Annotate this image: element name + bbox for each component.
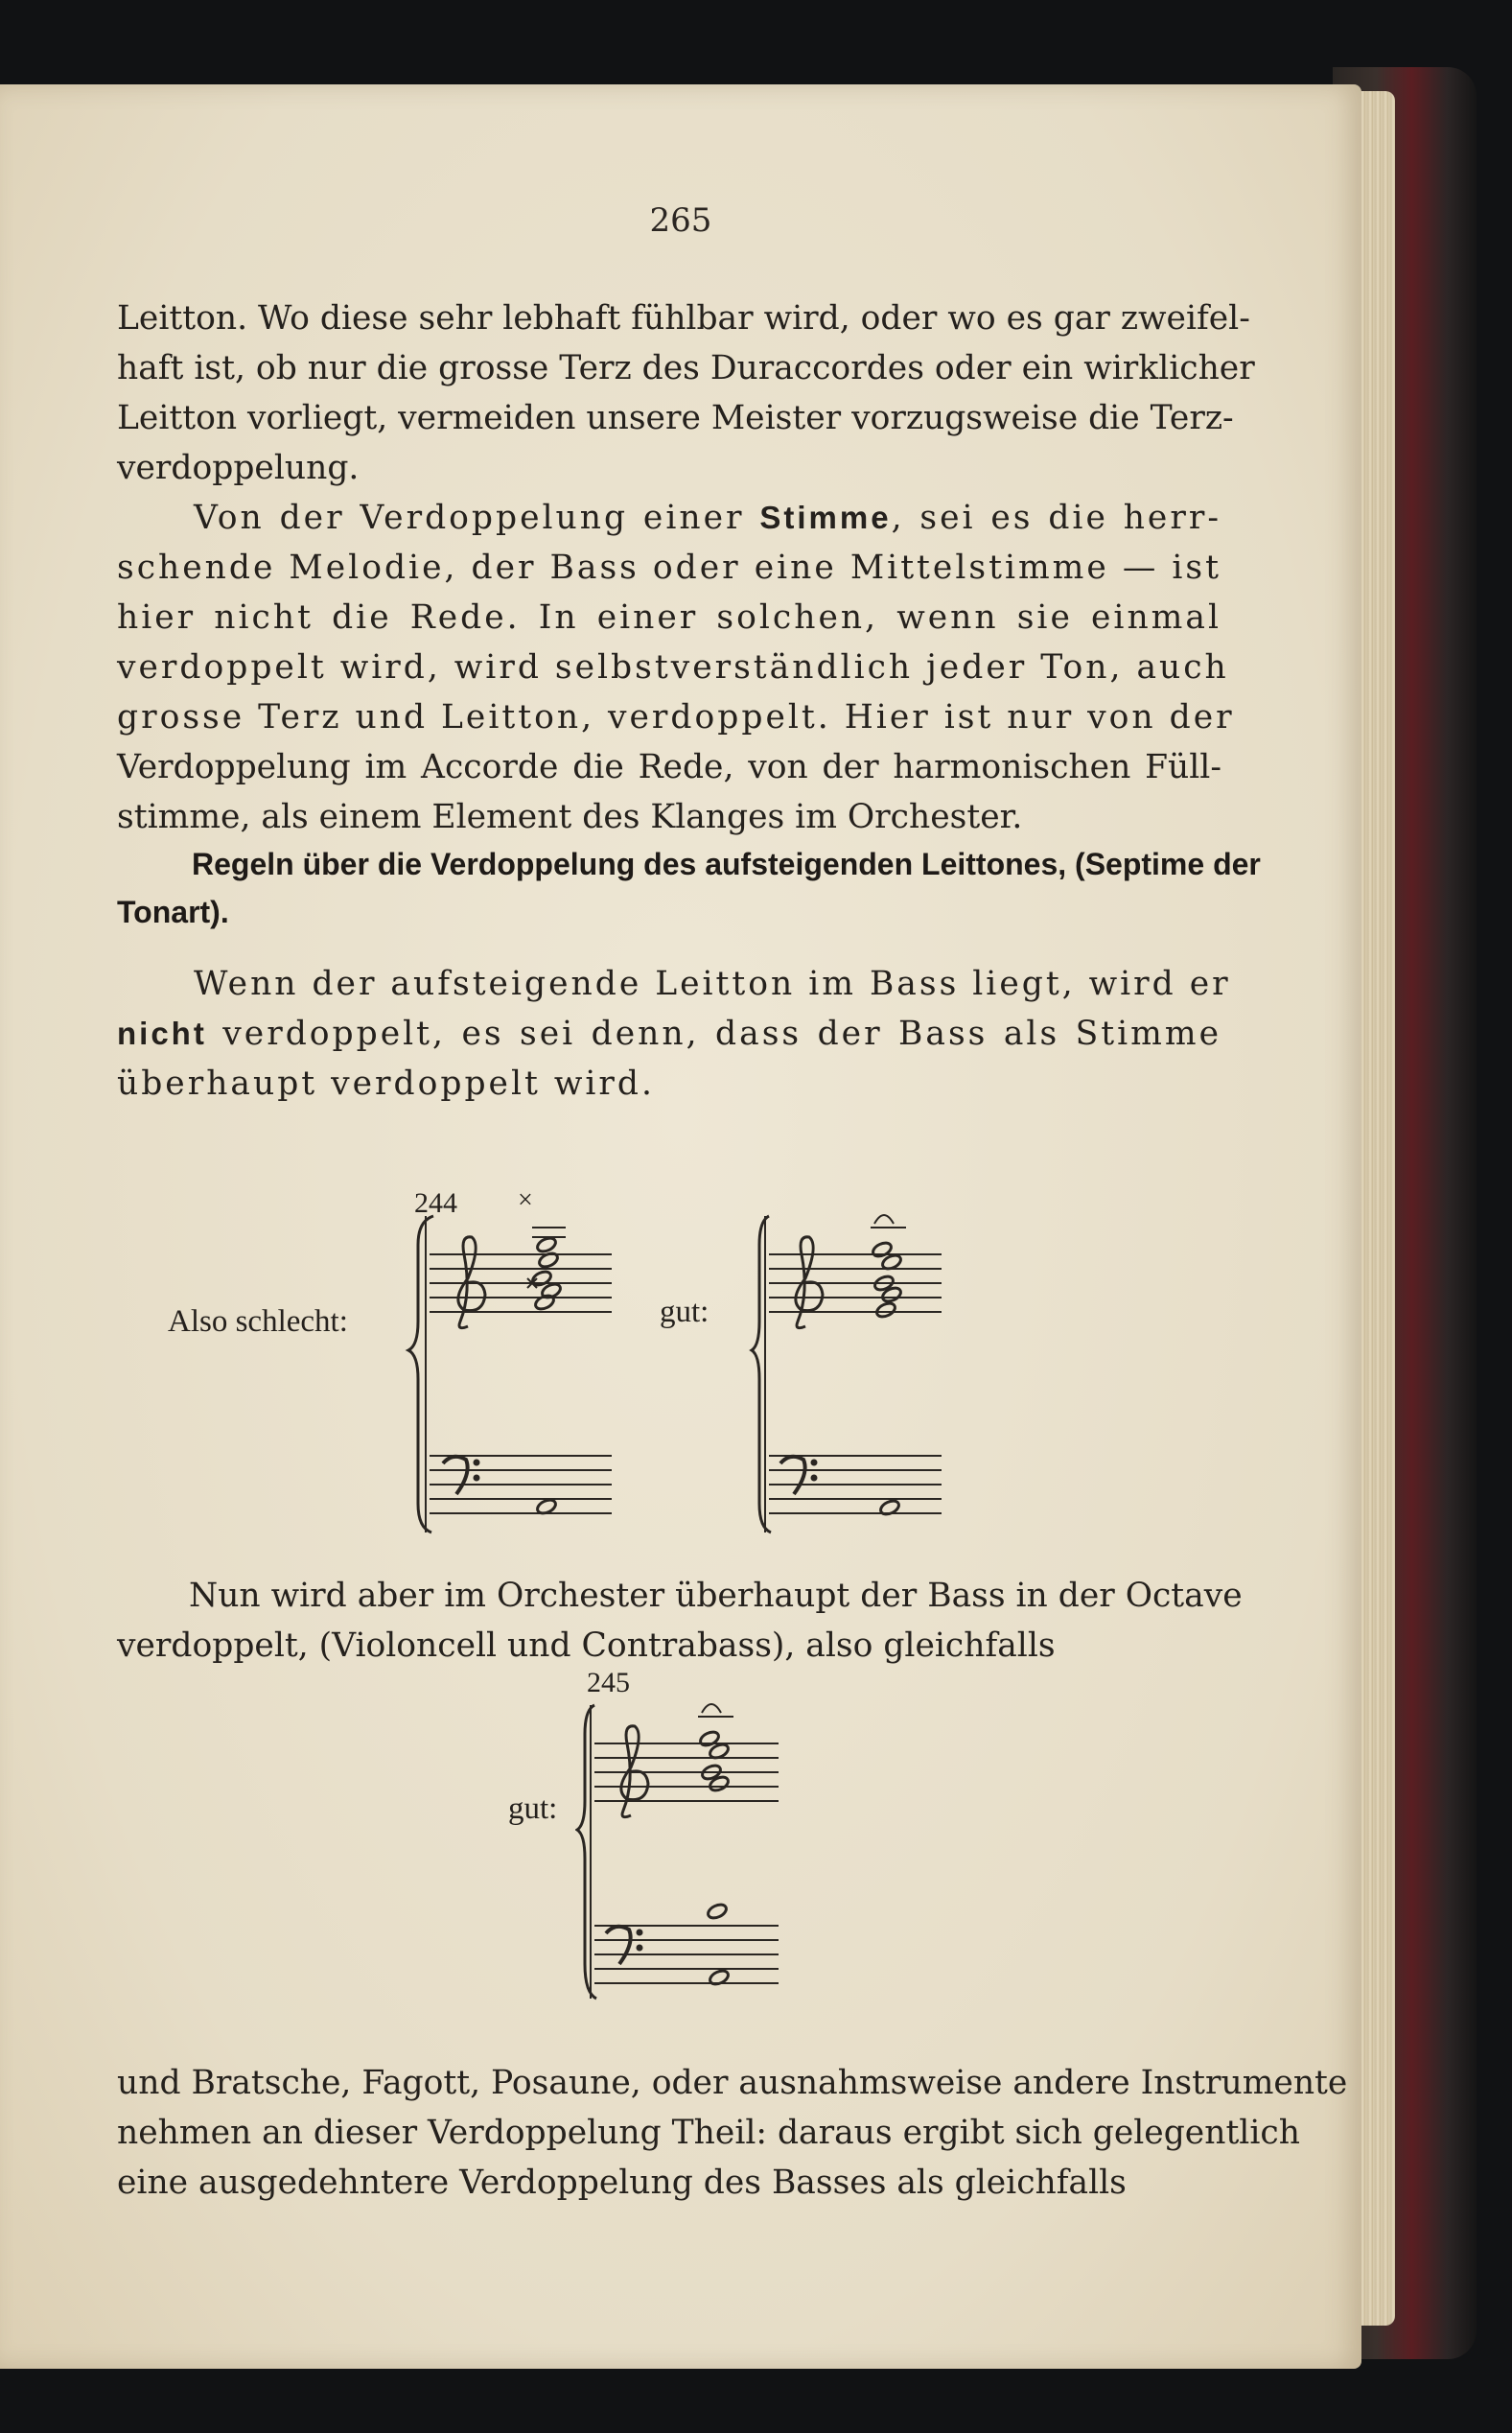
system-bad <box>408 1216 612 1532</box>
rule-heading <box>117 840 1261 936</box>
music-example-245 <box>575 1676 805 2022</box>
paragraph-line <box>117 1009 1221 1059</box>
paragraph-line: und Bratsche, Fagott, Posaune, oder ausnahmsweise andere Instrumente <box>117 2064 1348 2102</box>
example-number-245: 245 <box>587 1667 630 1698</box>
paragraph-line: überhaupt verdoppelt wird. <box>117 1064 655 1103</box>
example-number-244: 244 <box>414 1187 457 1219</box>
paragraph-line: verdoppelung. <box>117 449 360 487</box>
label-gut-245: gut: <box>508 1791 558 1826</box>
paragraph-line: Nun wird aber im Orchester überhaupt der Bass in der Octave <box>189 1577 1243 1615</box>
paragraph-line: nehmen an dieser Verdoppelung Theil: daraus ergibt sich gelegentlich <box>117 2114 1300 2152</box>
paragraph-1 <box>117 293 1255 493</box>
paragraph-line: Leitton. Wo diese sehr lebhaft fühlbar wird, oder wo es gar zweifel- <box>117 299 1250 338</box>
paragraph-line: schende Melodie, der Bass oder eine Mittelstimme — ist <box>117 549 1221 587</box>
text-run: , sei es die herr- <box>891 499 1221 537</box>
paragraph-line: verdoppelt, (Violoncell und Contrabass), also gleichfalls <box>117 1626 1056 1665</box>
paragraph-line: Leitton vorliegt, vermeiden unsere Meister vorzugsweise die Terz- <box>117 399 1234 437</box>
paragraph-5 <box>117 2058 1348 2208</box>
system-good <box>752 1215 942 1532</box>
music-example-244 <box>384 1187 978 1552</box>
book-page <box>0 84 1361 2369</box>
paragraph-line: hier nicht die Rede. In einer solchen, wenn sie einmal <box>117 598 1221 637</box>
page-number: 265 <box>649 201 712 240</box>
paragraph-line <box>117 493 1221 543</box>
paragraph-line: stimme, als einem Element des Klanges im Orchester. <box>117 798 1023 836</box>
paragraph-line: haft ist, ob nur die grosse Terz des Duraccordes oder ein wirklicher <box>117 349 1255 387</box>
text-run: Von der Verdoppelung einer <box>194 499 745 537</box>
text-run: verdoppelt, es sei denn, dass der Bass als Stimme <box>206 1015 1221 1053</box>
paragraph-line: Wenn der aufsteigende Leitton im Bass liegt, wird er <box>194 965 1231 1003</box>
paragraph-line: eine ausgedehntere Verdoppelung des Basses als gleichfalls <box>117 2164 1127 2202</box>
label-also-schlecht: Also schlecht: <box>168 1304 348 1339</box>
paragraph-line: Verdoppelung im Accorde die Rede, von der harmonischen Füll- <box>117 748 1221 786</box>
emphasis-nicht: nicht <box>117 1016 207 1051</box>
label-gut-244: gut: <box>660 1295 709 1329</box>
paragraph-line: verdoppelt wird, wird selbstverständlich jeder Ton, auch <box>117 648 1229 687</box>
cross-mark: × <box>518 1185 533 1215</box>
paragraph-2 <box>117 493 1235 842</box>
paragraph-4 <box>117 1571 1243 1671</box>
heading-line: Tonart). <box>117 895 229 929</box>
paragraph-3 <box>117 959 1231 1109</box>
heading-line: Regeln über die Verdoppelung des aufsteigenden Leittones, (Septime der <box>192 847 1261 881</box>
paragraph-line: grosse Terz und Leitton, verdoppelt. Hier ist nur von der <box>117 698 1235 737</box>
emphasis-stimme: Stimme <box>759 500 892 535</box>
